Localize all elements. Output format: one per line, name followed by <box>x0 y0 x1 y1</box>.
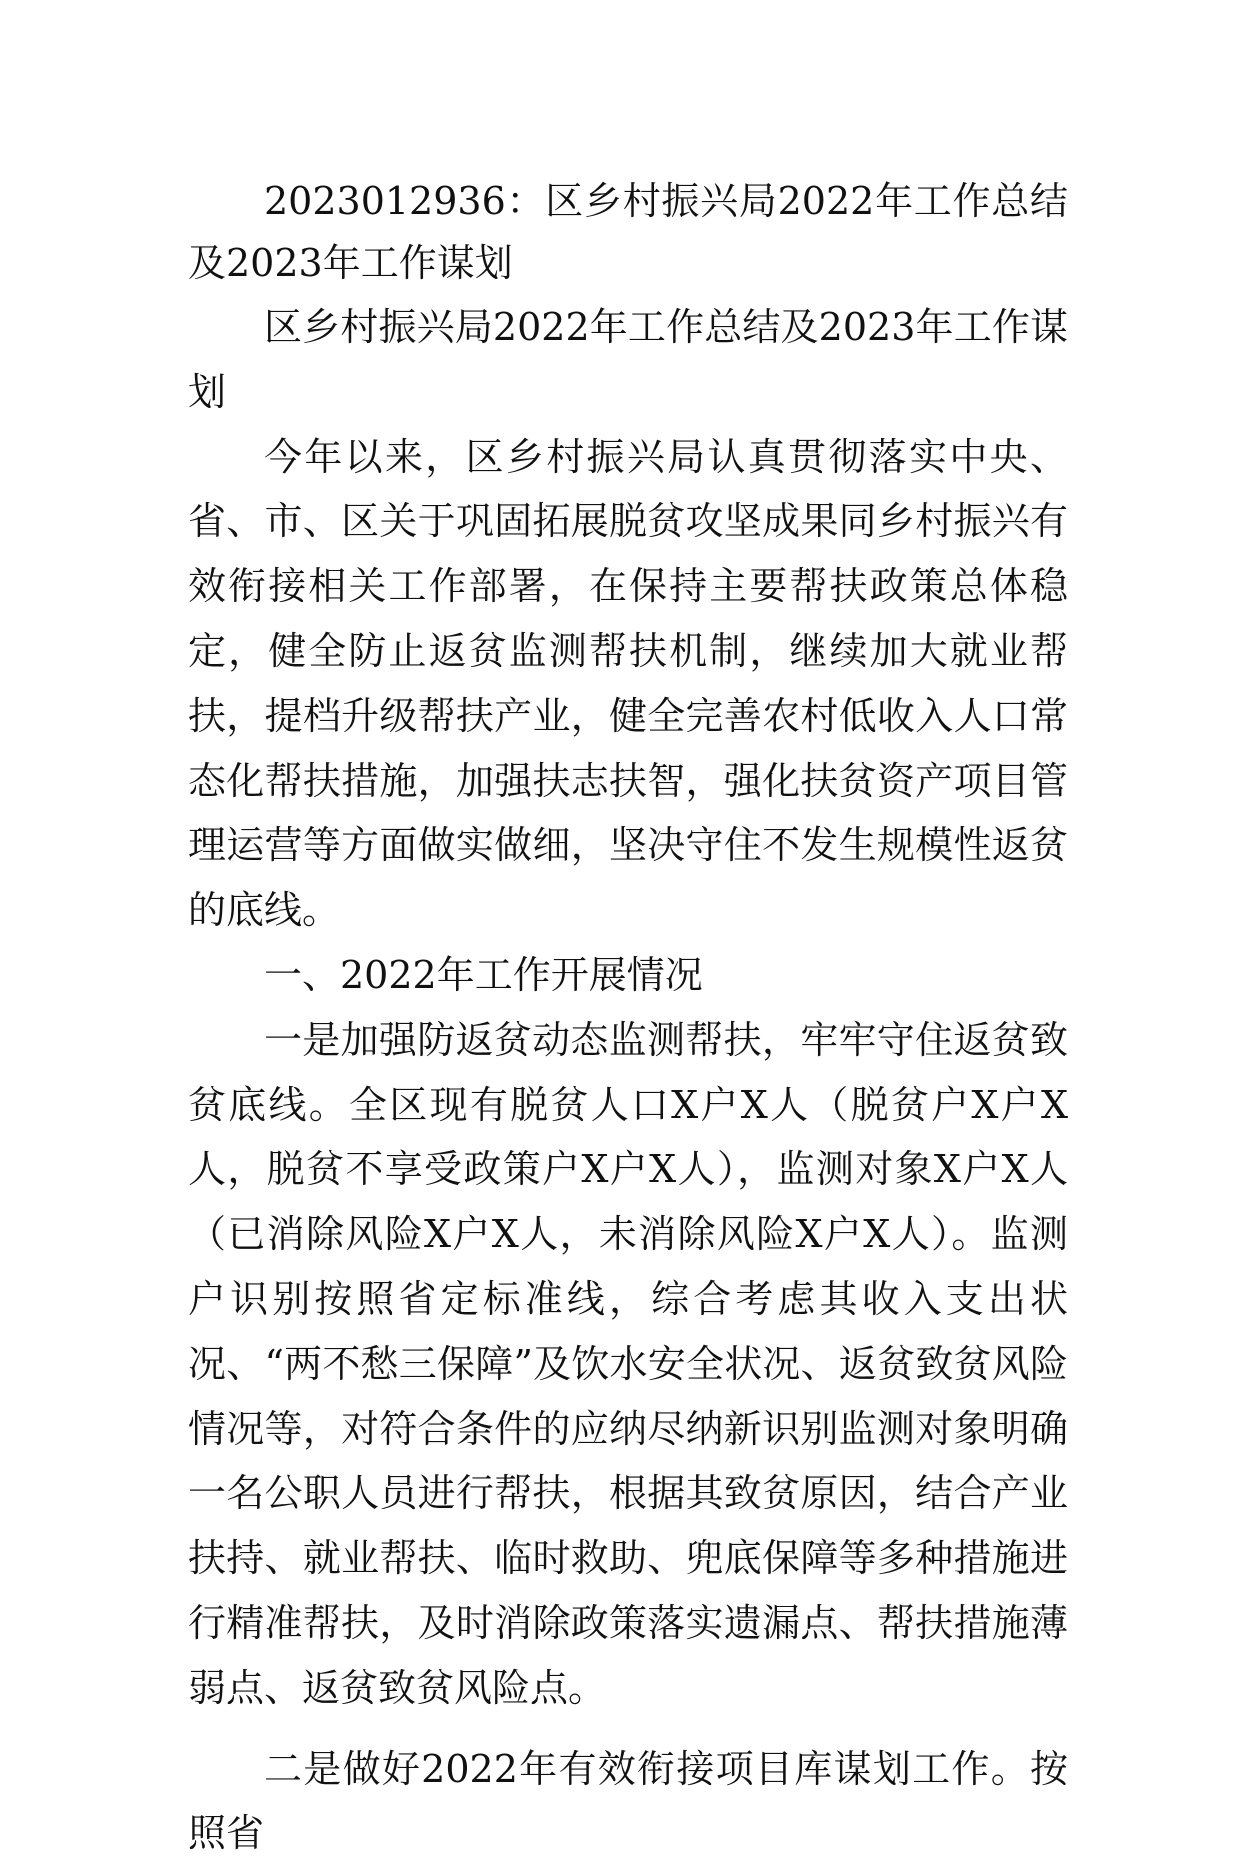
item-2-paragraph: 二是做好2022年有效衔接项目库谋划工作。按照省 <box>188 1746 1068 1856</box>
document-body <box>188 170 1068 1866</box>
section-heading: 一、2022年工作开展情况 <box>264 952 703 997</box>
document-title: 2023012936：区乡村振兴局2022年工作总结及2023年工作谋划 <box>188 179 1068 285</box>
item-1-paragraph: 一是加强防返贫动态监测帮扶，牢牢守住返贫致贫底线。全区现有脱贫人口X户X人（脱贫户X户X人，脱贫不享受政策户X户X人），监测对象X户X人（已消除风险X户X人，未消除风险X户X人）。监测户识别按照省定标准线，综合考虑其收入支出状况、“两不愁三保障”及饮水安全状况、返贫致贫风险情况等，对符合条件的应纳尽纳新识别监测对象明确一名公职人员进行帮扶，根据其致贫原因，结合产业扶持、就业帮扶、临时救助、兜底保障等多种措施进行精准帮扶，及时消除政策落实遗漏点、帮扶措施薄弱点、返贫致贫风险点。 <box>188 1017 1068 1710</box>
intro-paragraph: 今年以来，区乡村振兴局认真贯彻落实中央、省、市、区关于巩固拓展脱贫攻坚成果同乡村振兴有效衔接相关工作部署，在保持主要帮扶政策总体稳定，健全防止返贫监测帮扶机制，继续加大就业帮扶，提档升级帮扶产业，健全完善农村低收入人口常态化帮扶措施，加强扶志扶智，强化扶贫资产项目管理运营等方面做实做细，坚决守住不发生规模性返贫的底线。 <box>188 434 1068 933</box>
document-subtitle: 区乡村振兴局2022年工作总结及2023年工作谋划 <box>188 305 1068 414</box>
